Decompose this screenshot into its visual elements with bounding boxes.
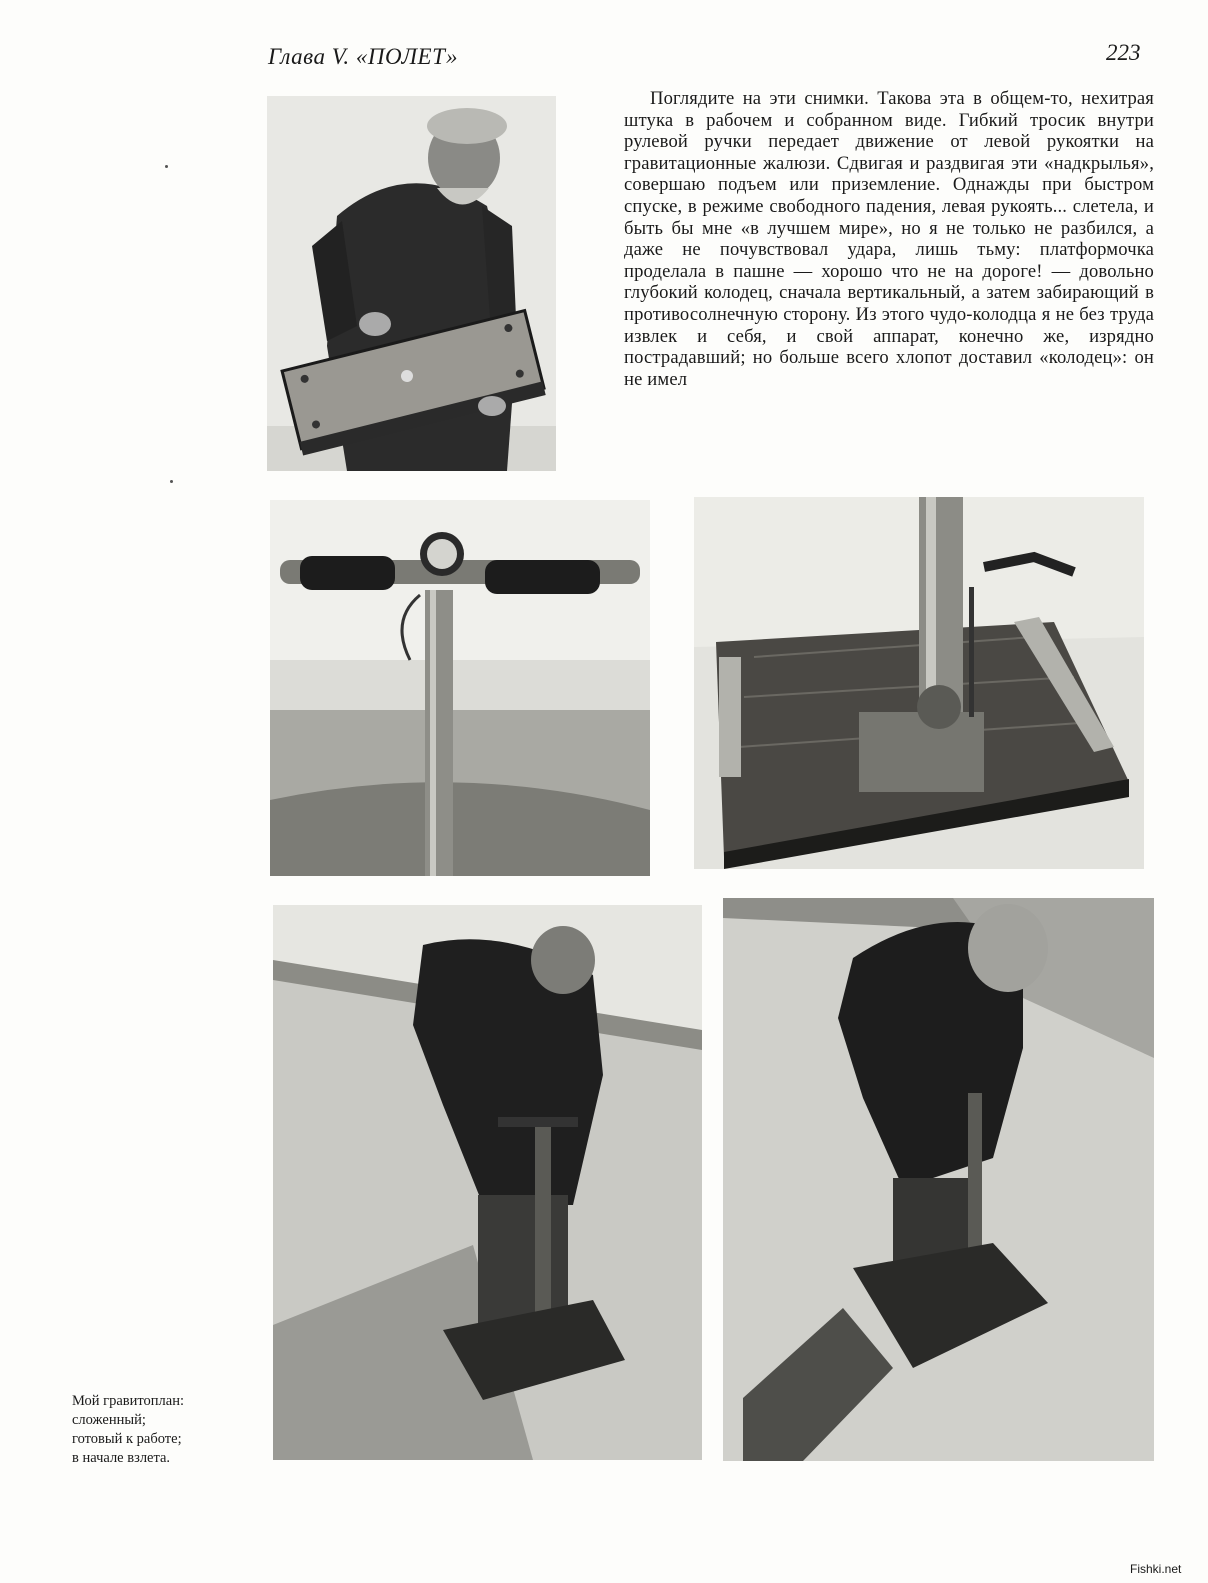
caption-line: сложенный; [72,1412,146,1428]
caption-line: готовый к работе; [72,1431,182,1447]
caption-line: Мой гравитоплан: [72,1393,185,1409]
photo-man-holding-platform [267,96,556,471]
running-head: Глава V. «ПОЛЕТ» [268,44,458,69]
photo-man-ready [273,905,702,1460]
watermark: Fishki.net [1130,1562,1182,1576]
scan-speck [170,480,173,483]
photo-man-takeoff [723,898,1154,1461]
photo-caption [72,1392,232,1468]
body-paragraph: Поглядите на эти снимки. Такова эта в общем-то, нехитрая штука в рабочем и собранном виде. Гибкий тросик внутри рулевой ручки передает движение от левой рукоятки на гравитационные жалюзи. Сдвигая и раздвигая эти «надкрылья», совершаю подъем или приземление. Однажды при быстром спуске, в режиме свободного падения, левая рукоять... слетела, и быть бы мне «в лучшем мире», но я не только не разбился, а даже не почувствовал удара, лишь тьму: платформочка проделала в пашне — хорошо что не на дороге! — довольно глубокий колодец, сначала вертикальный, а затем забирающий в противосолнечную сторону. Из этого чудо-колодца я не без труда извлек и себя, и свой аппарат, конечно же, изрядно пострадавший; но больше всего хлопот доставил «колодец»: он не имел [624,88,1154,390]
page-number: 223 [1106,40,1141,65]
photo-platform-base [694,497,1144,869]
scan-speck [165,165,168,168]
caption-line: в начале взлета. [72,1450,171,1466]
photo-handlebar-closeup [270,500,650,876]
